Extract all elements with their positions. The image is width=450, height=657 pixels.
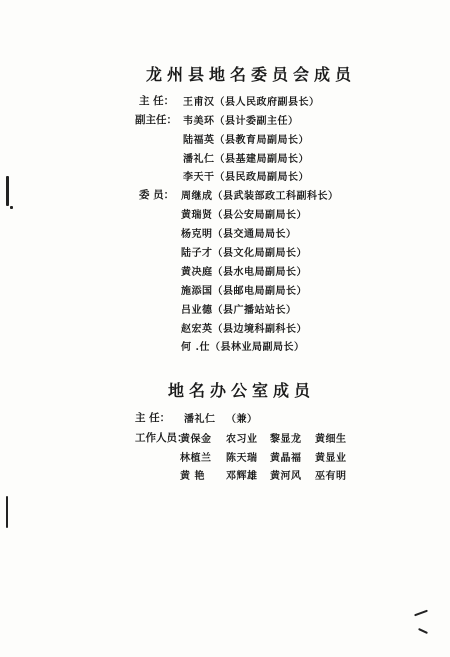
office-staff-role: 工作人员： (135, 432, 188, 444)
staff-name: 陈天瑞 (226, 453, 258, 464)
committee-member: 吕业德（县广播站站长） (181, 305, 297, 316)
scan-mark-left-upper-dot (10, 206, 13, 209)
office-title: 地名办公室成员 (168, 381, 316, 400)
committee-deputy: 韦美环（县计委副主任） (183, 116, 299, 127)
office-director-note: （兼） (226, 414, 258, 425)
committee-member: 何 .仕（县林业局副局长） (181, 342, 305, 353)
committee-members-role: 委 员： (139, 189, 175, 201)
committee-member: 施添国（县邮电局副局长） (181, 286, 307, 297)
committee-deputy: 陆福英（县教育局副局长） (183, 135, 309, 146)
staff-name: 黄保金 (180, 434, 212, 445)
office-director-role: 主 任： (135, 412, 171, 424)
committee-deputy-role: 副主任： (135, 114, 177, 126)
committee-deputy: 李天干（县民政局副局长） (183, 172, 309, 183)
staff-name: 黎显龙 (270, 434, 302, 445)
staff-name: 巫有明 (315, 471, 347, 482)
staff-name: 林植兰 (180, 453, 212, 464)
scan-mark-left-lower (6, 496, 8, 528)
staff-name: 黄 艳 (180, 471, 205, 482)
staff-name: 邓辉雄 (226, 471, 258, 482)
staff-name: 黄显业 (315, 453, 347, 464)
committee-title: 龙州县地名委员会成员 (146, 65, 357, 84)
committee-member: 赵宏英（县边境科副科长） (181, 324, 307, 335)
scan-mark-right-bottom (414, 610, 428, 617)
committee-director-role: 主 任： (139, 95, 175, 107)
committee-member: 黄决庭（县水电局副局长） (181, 267, 307, 278)
committee-director: 王甫汉（县人民政府副县长） (183, 97, 320, 108)
scan-mark-left-upper (6, 176, 9, 206)
office-director: 潘礼仁 (184, 414, 216, 425)
scan-mark-right-bottom-2 (418, 628, 428, 634)
committee-member: 黄瑞贤（县公安局副局长） (181, 210, 307, 221)
staff-name: 黄细生 (315, 434, 347, 445)
committee-member: 陆子才（县文化局副局长） (181, 248, 307, 259)
staff-name: 农习业 (226, 434, 258, 445)
committee-member: 周继成（县武装部政工科副科长） (181, 191, 339, 202)
staff-name: 黄晶福 (270, 453, 302, 464)
staff-name: 黄河风 (270, 471, 302, 482)
committee-deputy: 潘礼仁（县基建局副局长） (183, 154, 309, 165)
committee-member: 杨克明（县交通局局长） (181, 229, 297, 240)
